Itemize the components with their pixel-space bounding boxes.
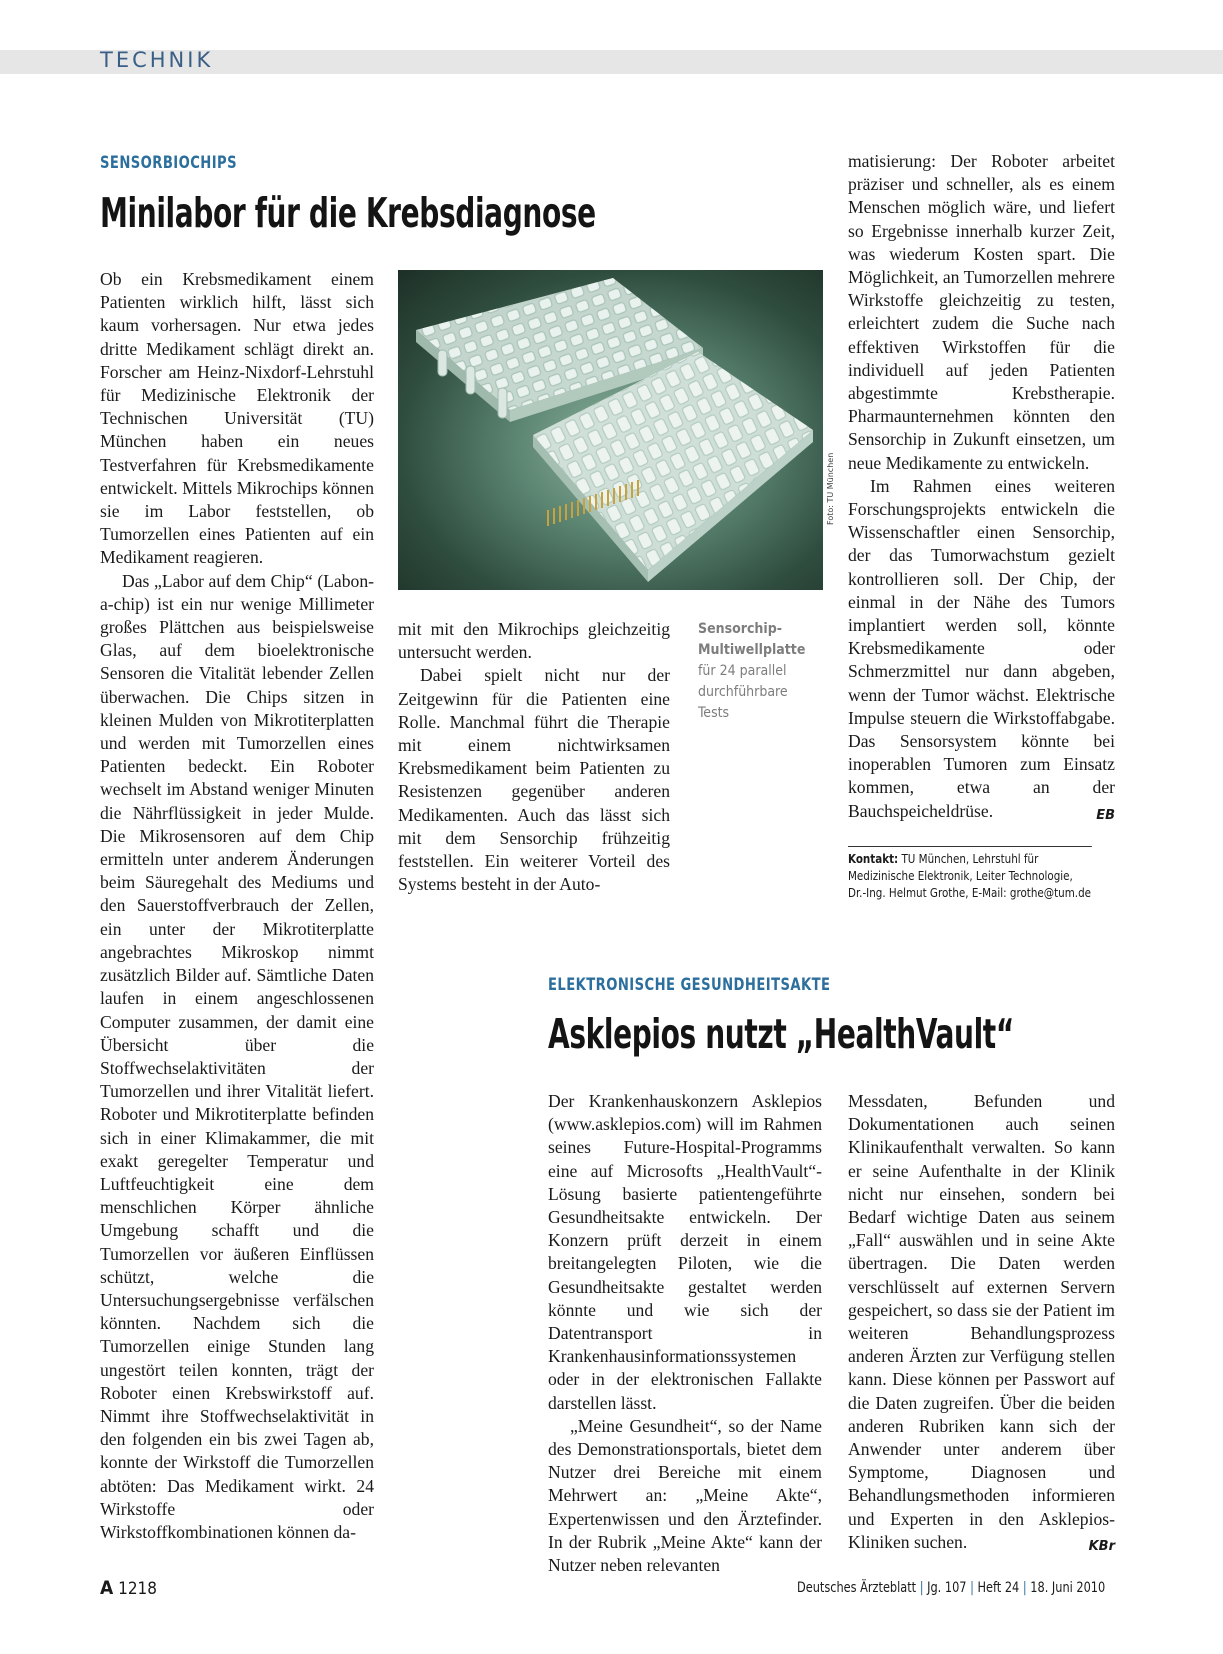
- article1-kicker: SENSORBIOCHIPS: [100, 153, 238, 173]
- page-number-value: 1218: [118, 1579, 158, 1599]
- separator: |: [1022, 1580, 1027, 1596]
- photo-credit: Foto: TU München: [826, 452, 835, 525]
- paragraph: [848, 475, 1115, 823]
- paragraph-text: Im Rahmen eines weiteren Forschungsprojekts entwickeln die Wissenschaftler einen Sensorchip, der das Tumorwachstum gezielt kontrollieren soll. Der Chip, der einmal in der Nähe des Tumors implantiert werden soll, könnte Krebsmedikamente oder Schmerzmittel nur dann abgeben, wenn der Tumor wächst. Elektrische Impulse steuern die Wirkstoffabgabe. Das Sensorsystem könnte bei inoperablen Tumoren zum Einsatz kommen, etwa an der Bauchspeicheldrüse.: [848, 475, 1115, 821]
- section-label: TECHNIK: [100, 48, 214, 72]
- journal-date: 18. Juni 2010: [1030, 1580, 1106, 1596]
- page-number: [100, 1577, 157, 1599]
- journal-name: Deutsches Ärzteblatt: [797, 1580, 917, 1596]
- separator: |: [919, 1580, 924, 1596]
- photo-caption: [698, 619, 808, 724]
- journal-issue: Heft 24: [977, 1580, 1020, 1596]
- journal-volume: Jg. 107: [927, 1580, 967, 1596]
- article2-kicker: ELEKTRONISCHE GESUNDHEITSAKTE: [548, 975, 831, 995]
- paragraph: „Meine Gesundheit“, so der Name des Demonstrationsportals, bietet dem Nutzer drei Bereiche mit einem Mehrwert an: „Meine Akte“, Expertenwissen und den Ärztefinder. In der Rubrik „Meine Akte“ kann der Nutzer neben relevanten: [548, 1415, 822, 1576]
- paragraph: [848, 1090, 1115, 1554]
- sensorchip-multiwellplate-photo: [398, 270, 823, 590]
- article1-column-2: [398, 618, 670, 896]
- contact-text: TU München, Lehrstuhl für Medizinische Elektronik, Leiter Technologie, Dr.-Ing. Helmut Grothe, E-Mail: grothe@tum.de: [848, 851, 1092, 900]
- paragraph-text: Messdaten, Befunden und Dokumentationen auch seinen Klinikaufenthalt verwalten. So kann er seine Aufenthalte in der Klinik nicht nur einsehen, sondern bei Bedarf wichtige Daten aus seinem „Fall“ auswählen und in seine Akte übertragen. Die Daten werden verschlüsselt auf externen Servern gespeichert, so dass sie der Patient im weiteren Behandlungsprozess anderen Ärzten zur Verfügung stellen kann. Diese können per Passwort auf die Daten zugreifen. Über die beiden anderen Rubriken kann sich der Anwender unter anderem über Symptome, Diagnosen und Behandlungsmethoden informieren und Experten in den Asklepios-Kliniken suchen.: [848, 1091, 1115, 1552]
- article2-column-1: [548, 1090, 822, 1577]
- author-initials: KBr: [1088, 1538, 1115, 1554]
- contact-label: Kontakt:: [848, 851, 899, 866]
- article2-headline: Asklepios nutzt „HealthVault“: [548, 1010, 1014, 1058]
- article2-column-2: [848, 1090, 1115, 1558]
- page-prefix: A: [100, 1577, 114, 1599]
- contact-info: [848, 846, 1092, 901]
- paragraph: matisierung: Der Roboter arbeitet präziser und schneller, als es einem Menschen möglich wäre, und liefert so Ergebnisse innerhalb kurzer Zeit, was wiederum Kosten spart. Die Möglichkeit, an Tumorzellen mehrere Wirkstoffe gleichzeitig zu testen, erleichtert zudem die Suche nach effektiven Wirkstoffen für die individuell auf jeden Patienten abgestimmte Krebstherapie. Pharmaunternehmen könnten den Sensorchip in Zukunft einsetzen, um neue Medikamente zu entwickeln.: [848, 151, 1115, 473]
- paragraph: Dabei spielt nicht nur der Zeitgewinn für die Patienten eine Rolle. Manchmal führt die Therapie mit einem nichtwirksamen Krebsmedikament beim Patienten zu Resistenzen gegenüber anderen Medikamenten. Auch das lässt sich mit dem Sensorchip frühzeitig feststellen. Ein weiterer Vorteil des Systems besteht in der Auto-: [398, 665, 670, 895]
- article1-headline: Minilabor für die Krebsdiagnose: [100, 189, 596, 237]
- author-initials: EB: [1096, 807, 1115, 823]
- article1-column-3: [848, 150, 1115, 827]
- paragraph: Das „Labor auf dem Chip“ (Labon-a-chip) ist ein nur wenige Millimeter großes Plättchen aus beispielsweise Glas, auf dem bioelektronische Sensoren die Vitalität lebender Zellen überwachen. Die Chips sitzen in kleinen Mulden von Mikrotiterplatten und werden mit Tumorzellen eines Patienten bedeckt. Ein Roboter wechselt im Abstand weniger Minuten die Nährflüssigkeit in jeder Mulde. Die Mikrosensoren auf dem Chip ermitteln unter anderem Änderungen beim Säuregehalt des Mediums und den Sauerstoffverbrauch der Zellen, ein unter der Mikrotiterplatte angebrachtes Mikroskop nimmt zusätzlich Bilder auf. Sämtliche Daten laufen in einem angeschlossenen Computer zusammen, der damit eine Übersicht über die Stoffwechselaktivitäten der Tumorzellen und ihrer Vitalität liefert. Roboter und Mikrotiterplatte befinden sich in einer Klimakammer, die mit exakt geregelter Temperatur und Luftfeuchtigkeit eine dem menschlichen Körper ähnliche Umgebung schafft und die Tumorzellen vor äußeren Einflüssen schützt, welche die Untersuchungsergebnisse verfälschen könnten. Nachdem sich die Tumorzellen einige Stunden lang ungestört teilen konnten, trägt der Roboter einen Krebswirkstoff auf. Nimmt ihre Stoffwechselaktivität in den folgenden ein bis zwei Tagen ab, konnte der Wirkstoff die Tumorzellen abtöten: Das Medikament wirkt. 24 Wirkstoffe oder Wirkstoffkombinationen können da-: [100, 570, 374, 1542]
- article1-column-1: [100, 268, 374, 1544]
- caption-title: Sensorchip-Multiwellplatte: [698, 621, 806, 658]
- multiwell-plate-illustration: [398, 270, 823, 590]
- journal-info: [797, 1580, 1105, 1596]
- paragraph: Ob ein Krebsmedikament einem Patienten wirklich hilft, lässt sich kaum vorhersagen. Nur etwa jedes dritte Medikament schlägt direkt an. Forscher am Heinz-Nixdorf-Lehrstuhl für Medizinische Elektronik der Technischen Universität (TU) München haben ein neues Testverfahren für Krebsmedikamente entwickelt. Mittels Mikrochips können sie im Labor feststellen, ob Tumorzellen eines Patienten auf ein Medikament reagieren.: [100, 269, 374, 568]
- paragraph: mit mit den Mikrochips gleichzeitig untersucht werden.: [398, 619, 670, 663]
- separator: |: [970, 1580, 974, 1596]
- paragraph: Der Krankenhauskonzern Asklepios (www.asklepios.com) will im Rahmen seines Future-Hospital-Programms eine auf Microsofts „HealthVault“-Lösung basierte patientengeführte Gesundheitsakte entwickeln. Der Konzern prüft derzeit in einem breitangelegten Piloten, wie die Gesundheitsakte gestaltet werden könnte und wie sich der Datentransport in Krankenhausinformationssystemen oder in der elektronischen Fallakte darstellen lässt.: [548, 1091, 822, 1413]
- caption-text: für 24 parallel durchführbare Tests: [698, 663, 788, 721]
